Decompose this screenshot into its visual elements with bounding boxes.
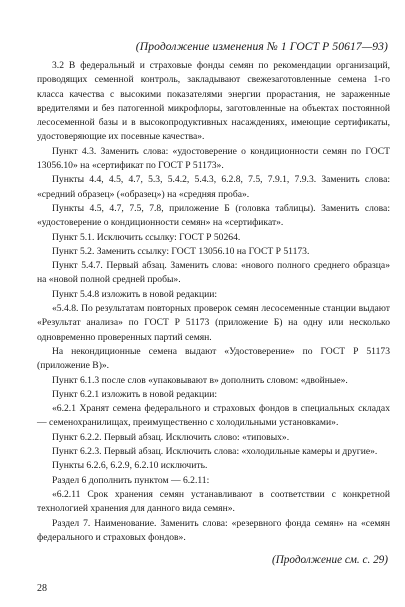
- paragraph: Пункт 6.2.3. Первый абзац. Исключить слова: «холодильные камеры и другие».: [52, 446, 378, 458]
- paragraph: На некондиционные семена выдают «Удостоверение» по ГОСТ Р 51173 (приложение В)».: [37, 345, 390, 372]
- paragraph: Раздел 6 дополнить пунктом — 6.2.11:: [52, 474, 210, 486]
- document-body: [37, 59, 390, 545]
- paragraph: Пункт 6.2.2. Первый абзац. Исключить слово: «типовых».: [52, 431, 290, 443]
- paragraph: Раздел 7. Наименование. Заменить слова: «резервного фонда семян» на «семян федерального и страховых фондов».: [37, 517, 390, 543]
- paragraph: Пункты 4.5, 4.7, 7.5, 7.8, приложение Б (головка таблицы). Заменить слова: «удостоверение о кондиционности семян» на «сертификат».: [37, 202, 390, 229]
- continuation-header: (Продолжение изменения № 1 ГОСТ Р 50617—93): [135, 40, 388, 53]
- paragraph: «5.4.8. По результатам повторных проверок семян лесосеменные станции выдают «Результат анализа» по ГОСТ Р 51173 (приложение Б) на одну или несколько одновременно проверенных партий семян.: [37, 303, 390, 343]
- page-number: 28: [37, 583, 47, 594]
- paragraph: Пункт 6.2.1 изложить в новой редакции:: [52, 388, 218, 400]
- paragraph: Пункты 6.2.6, 6.2.9, 6.2.10 исключить.: [52, 460, 208, 472]
- paragraph: 3.2 В федеральный и страховые фонды семян по рекомендации организаций, проводящих семенной контроль, закладывают свежезаготовленные семена 1-го класса качества с высокими показателями энергии прорастания, не зараженные вредителями и без патогенной микрофлоры, заготовленные на объектах постоянной лесосеменной базы и в высокопродуктивных насаждениях, имеющие сертификаты, удостоверяющие их посевные качества».: [37, 60, 390, 143]
- paragraph: «6.2.1 Хранят семена федерального и страховых фондов в специальных складах — семенохранилищах, преимущественно с холодильными установками».: [37, 403, 390, 429]
- paragraph: Пункт 5.1. Исключить ссылку: ГОСТ Р 50264.: [52, 231, 241, 243]
- continuation-footer: (Продолжение см. с. 29): [272, 554, 388, 566]
- paragraph: Пункт 5.4.7. Первый абзац. Заменить слова: «нового полного среднего образца» на «новой полной средней пробы».: [37, 260, 390, 286]
- paragraph: Пункт 4.3. Заменить слова: «удостоверение о кондиционности семян по ГОСТ 13056.10» на «сертификат по ГОСТ Р 51173».: [37, 145, 390, 172]
- paragraph: Пункт 6.1.3 после слов «упаковывают в» дополнить словом: «двойные».: [52, 374, 348, 386]
- paragraph: Пункты 4.4, 4.5, 4.7, 5.3, 5.4.2, 5.4.3, 6.2.8, 7.5, 7.9.1, 7.9.3. Заменить слова: «средний образец» («образец») на «средняя проба».: [37, 174, 390, 200]
- paragraph: «6.2.11 Срок хранения семян устанавливают в соответствии с конкретной технологией хранения для данного вида семян».: [37, 488, 390, 515]
- paragraph: Пункт 5.2. Заменить ссылку: ГОСТ 13056.10 на ГОСТ Р 51173.: [52, 245, 310, 257]
- paragraph: Пункт 5.4.8 изложить в новой редакции:: [52, 288, 218, 300]
